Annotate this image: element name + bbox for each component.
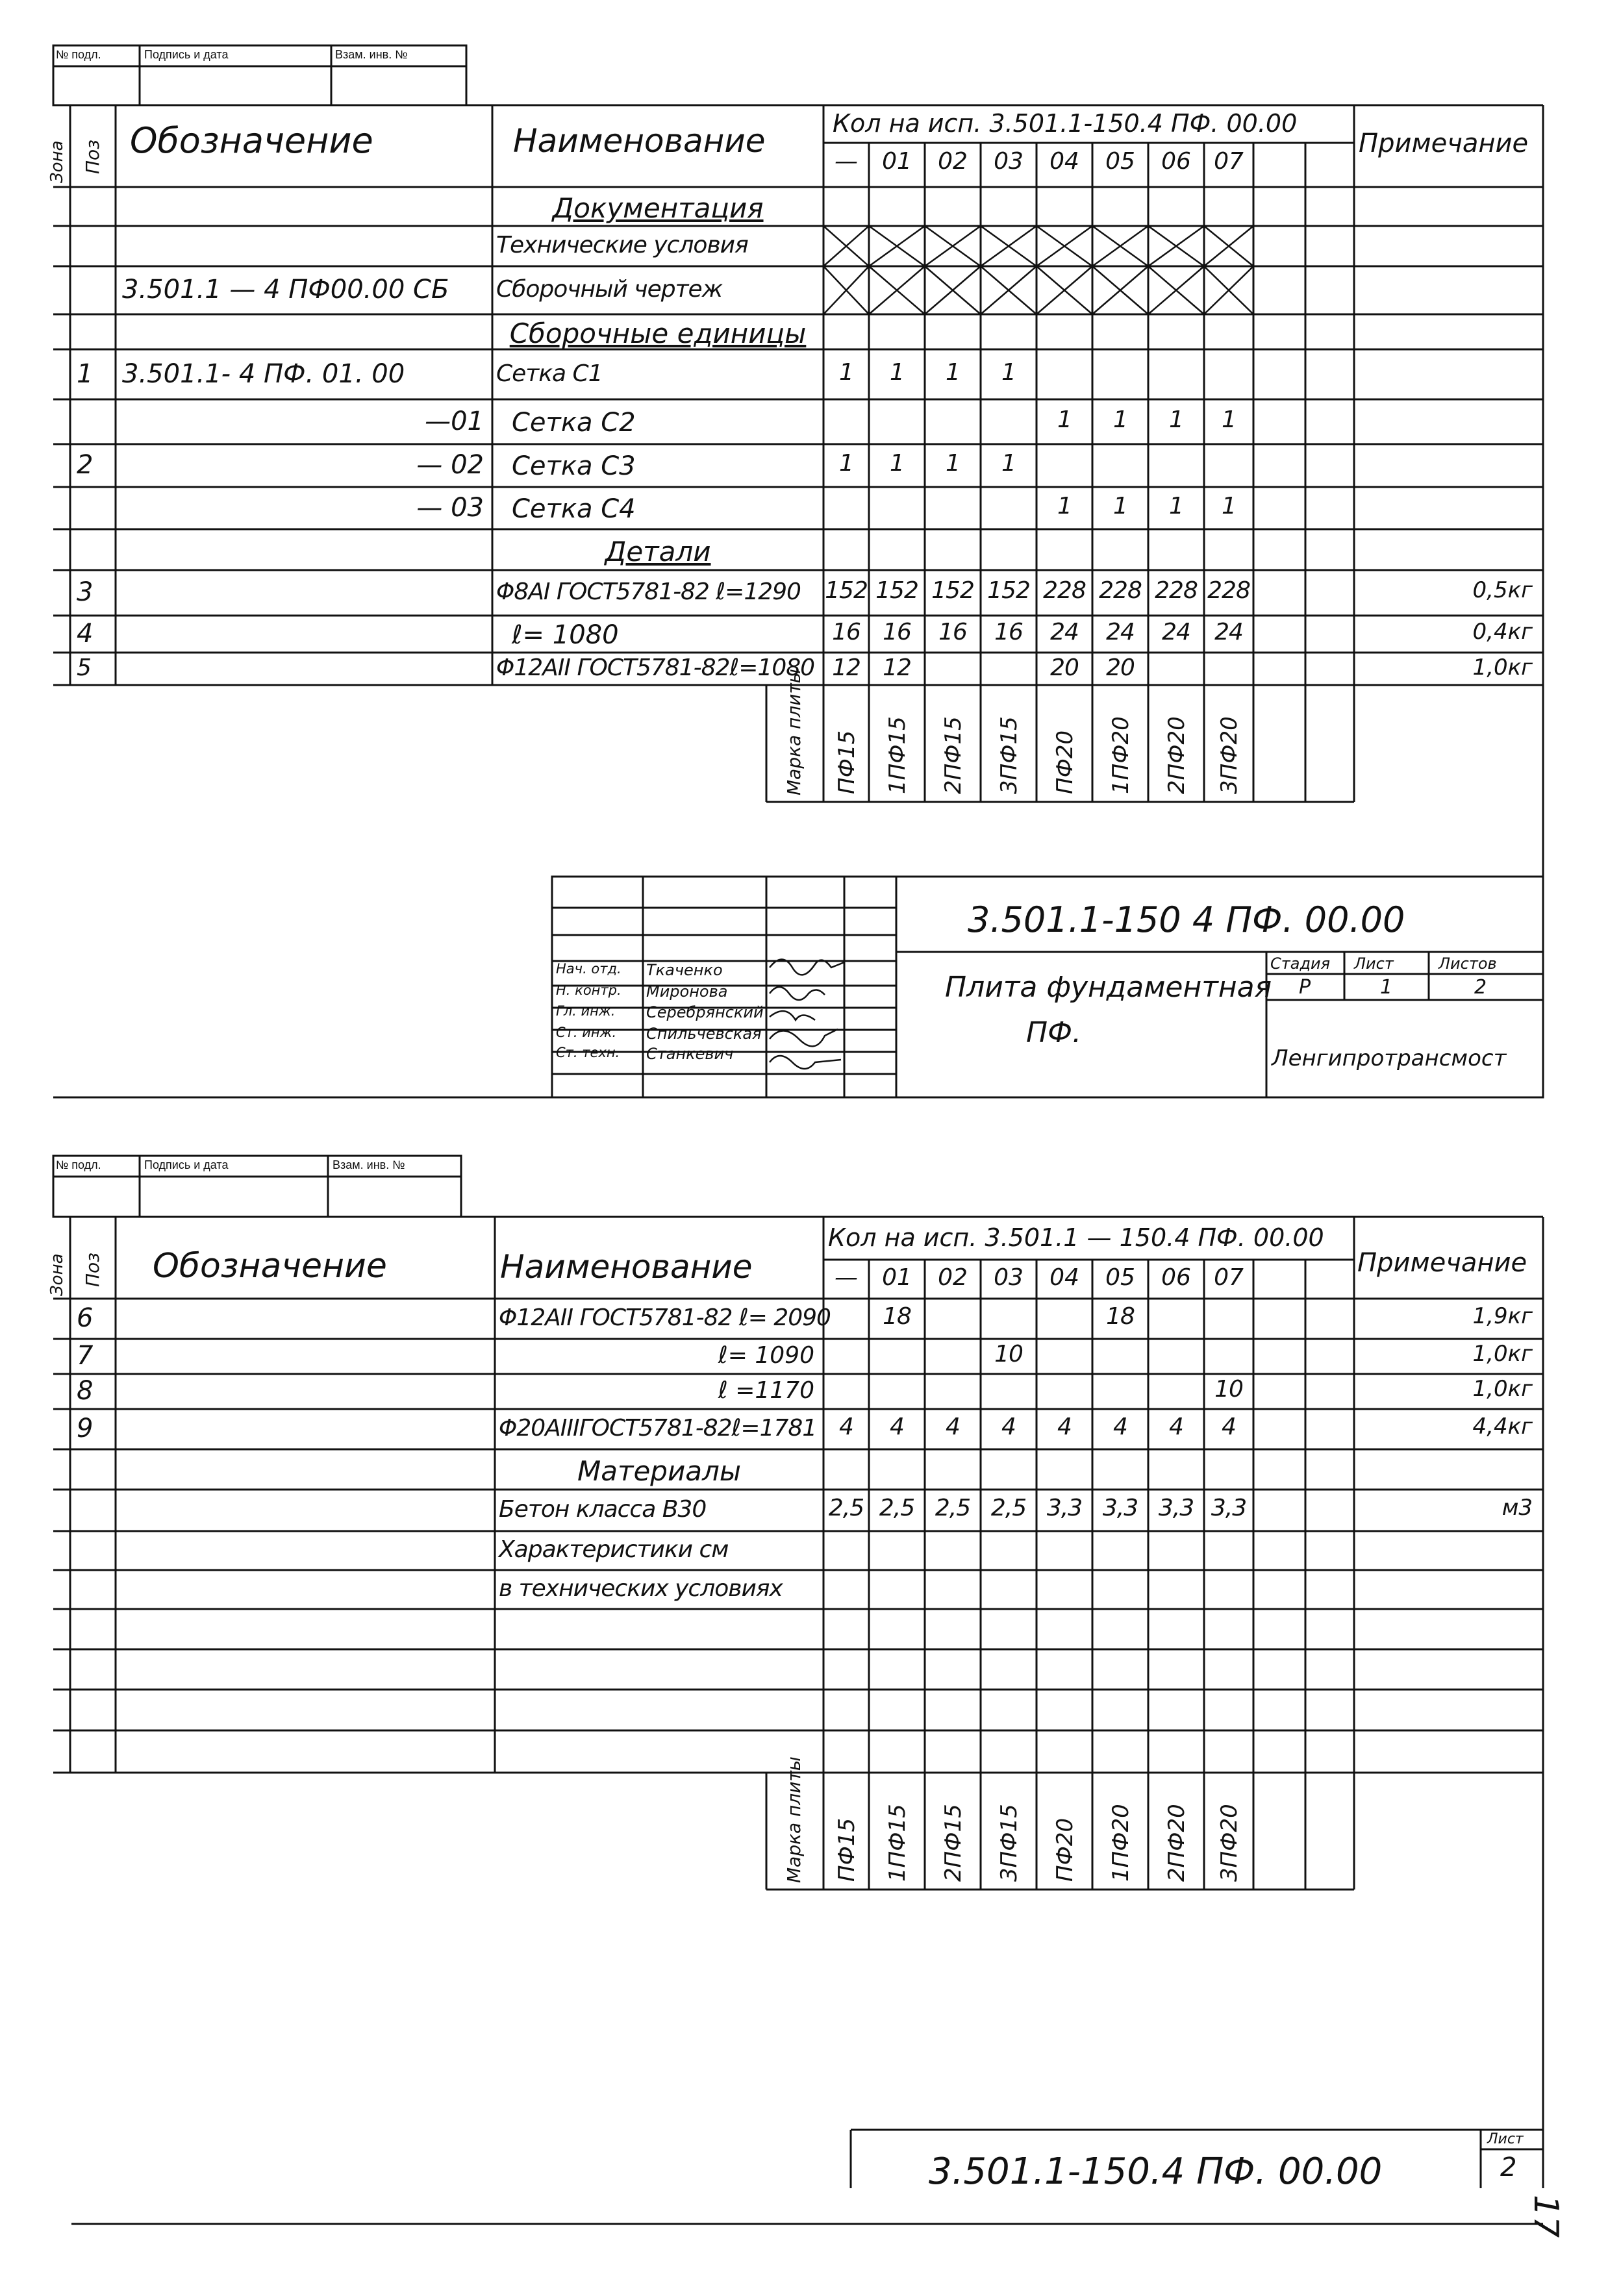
stadia-label: Стадия (1270, 955, 1331, 973)
row-name: Материалы (577, 1455, 741, 1487)
stamp-sign-label: Подпись и дата (144, 48, 229, 61)
signatory-name: Миронова (646, 982, 728, 1001)
signatory-role: Нач. отд. (556, 961, 622, 977)
exec-column-header: 05 (1105, 1264, 1135, 1291)
row-quantity: 1 (839, 358, 853, 386)
stadia-value: Р (1299, 976, 1311, 999)
row-name: ℓ =1170 (718, 1377, 814, 1404)
row-name: Характеристики см (499, 1536, 729, 1563)
row-quantity: 18 (883, 1303, 911, 1330)
row-quantity: 3,3 (1102, 1495, 1138, 1521)
row-quantity: 228 (1207, 577, 1250, 604)
row-quantity: 152 (825, 577, 868, 604)
row-note: 4,4кг (1472, 1414, 1533, 1440)
row-name: Сборочный чертеж (496, 276, 723, 303)
oboz-header: Обозначение (130, 120, 373, 161)
row-quantity: 3,3 (1158, 1495, 1194, 1521)
marka-value: 3ПФ15 (996, 716, 1022, 794)
marka-value: 2ПФ20 (1164, 1804, 1190, 1882)
row-position: 2 (77, 450, 94, 480)
row-quantity: 1 (1057, 492, 1072, 519)
row-designation: — 03 (416, 492, 484, 523)
org-name: Ленгипротрансмост (1272, 1045, 1507, 1071)
row-quantity: 1 (890, 358, 904, 386)
row-quantity: 16 (938, 618, 967, 645)
row-quantity: 1 (1169, 406, 1183, 433)
doc-name-line1: Плита фундаментная (945, 971, 1272, 1004)
zona-header: Зона (47, 140, 67, 183)
row-quantity: 228 (1099, 577, 1142, 604)
row-name: в технических условиях (499, 1575, 783, 1602)
row-quantity: 1 (890, 450, 904, 477)
exec-column-header: 05 (1105, 148, 1135, 175)
signatory-role: Н. контр. (556, 982, 622, 998)
row-quantity: 20 (1050, 655, 1079, 681)
row-quantity: 4 (1169, 1414, 1183, 1440)
row-quantity: 228 (1155, 577, 1198, 604)
naim-header: Наименование (513, 122, 766, 160)
row-quantity: 4 (1222, 1414, 1236, 1440)
row-quantity: 2,5 (990, 1495, 1027, 1521)
marka-value: ПФ20 (1052, 1817, 1078, 1882)
kol-header-2: Кол на исп. 3.501.1 — 150.4 ПФ. 00.00 (828, 1223, 1324, 1252)
stamp-no-label-2: № подл. (56, 1158, 101, 1171)
signatory-name: Станкевич (646, 1045, 734, 1063)
row-quantity: 4 (1001, 1414, 1016, 1440)
row-quantity: 4 (1057, 1414, 1072, 1440)
list-value-1: 1 (1380, 976, 1393, 999)
exec-column-header: 02 (938, 1264, 968, 1291)
list-label-2: Лист (1487, 2131, 1524, 2147)
list-value-2: 2 (1500, 2152, 1517, 2182)
signatory-name: Ткаченко (646, 961, 723, 979)
row-quantity: 4 (946, 1414, 960, 1440)
exec-column-header: — (835, 1264, 858, 1291)
marka-labels-2 (783, 1756, 1242, 1883)
marka-value: 3ПФ20 (1216, 716, 1242, 794)
prim-header-2: Примечание (1357, 1248, 1527, 1278)
list-label-1: Лист (1354, 955, 1394, 973)
prim-header: Примечание (1359, 129, 1529, 158)
row-note: 1,0кг (1472, 1341, 1533, 1367)
exec-column-header: — (835, 148, 858, 175)
exec-column-header: 07 (1214, 1264, 1244, 1291)
row-quantity: 4 (890, 1414, 904, 1440)
doc-name-line2: ПФ. (1026, 1016, 1081, 1049)
row-quantity: 10 (994, 1341, 1023, 1367)
row-quantity: 2,5 (935, 1495, 971, 1521)
row-name: ℓ= 1080 (512, 619, 619, 650)
marka-value: 2ПФ15 (940, 1804, 966, 1882)
row-quantity: 152 (875, 577, 918, 604)
row-designation: —01 (425, 406, 484, 436)
row-note: 0,4кг (1472, 618, 1533, 645)
row-name: Документация (552, 192, 764, 224)
row-quantity: 3,3 (1046, 1495, 1083, 1521)
row-quantity: 16 (883, 618, 911, 645)
marka-value: 1ПФ20 (1108, 716, 1134, 794)
row-quantity: 12 (832, 655, 861, 681)
exec-column-header: 06 (1161, 148, 1191, 175)
zona-header-2: Зона (47, 1253, 67, 1296)
row-quantity: 24 (1106, 618, 1135, 645)
exec-column-header: 04 (1049, 1264, 1079, 1291)
row-quantity: 20 (1106, 655, 1135, 681)
marka-value: 3ПФ15 (996, 1804, 1022, 1882)
signatory-role: Ст. инж. (556, 1025, 617, 1040)
row-position: 9 (77, 1414, 94, 1443)
doc-code-1: 3.501.1-150 4 ПФ. 00.00 (968, 899, 1405, 940)
stamp-sign-label-2: Подпись и дата (144, 1158, 229, 1171)
row-position: 5 (77, 655, 92, 681)
row-quantity: 1 (946, 358, 960, 386)
exec-column-header: 02 (938, 148, 968, 175)
marka-value: 1ПФ20 (1108, 1804, 1134, 1882)
marka-value: ПФ15 (834, 730, 860, 794)
row-name: Φ8АI ГОСТ5781-82 ℓ=1290 (496, 579, 801, 605)
marka-value: ПФ15 (834, 1817, 860, 1882)
page-number: 17 (1526, 2195, 1565, 2238)
row-position: 3 (77, 577, 94, 607)
row-position: 6 (77, 1303, 94, 1333)
row-position: 7 (77, 1341, 94, 1371)
exec-column-header: 01 (882, 1264, 912, 1291)
row-position: 1 (77, 358, 94, 389)
row-quantity: 16 (994, 618, 1023, 645)
row-quantity: 152 (931, 577, 974, 604)
marka-label: Марка плиты (783, 1756, 805, 1883)
row-quantity: 1 (946, 450, 960, 477)
row-designation: 3.501.1 — 4 ПФ00.00 СБ (122, 275, 449, 305)
marka-value: ПФ20 (1052, 730, 1078, 794)
row-quantity: 1 (1057, 406, 1072, 433)
stamp-no-label: № подл. (56, 48, 101, 61)
signatory-role: Гл. инж. (556, 1003, 616, 1019)
row-designation: 3.501.1- 4 ПФ. 01. 00 (122, 358, 405, 389)
marka-value: 2ПФ20 (1164, 716, 1190, 794)
row-name: Технические условия (496, 232, 748, 258)
exec-column-header: 07 (1214, 148, 1244, 175)
row-quantity: 3,3 (1211, 1495, 1247, 1521)
row-quantity: 4 (1113, 1414, 1127, 1440)
row-note: м3 (1501, 1495, 1533, 1521)
row-quantity: 2,5 (828, 1495, 864, 1521)
row-name: Сетка С1 (496, 360, 603, 387)
row-quantity: 1 (1222, 492, 1236, 519)
marka-value: 1ПФ15 (885, 716, 911, 794)
marka-value: 3ПФ20 (1216, 1804, 1242, 1882)
signatory-name: Спильчевская (646, 1025, 762, 1043)
row-note: 1,0кг (1472, 655, 1533, 680)
row-name: Сборочные единицы (509, 318, 807, 349)
row-note: 1,0кг (1472, 1376, 1533, 1402)
row-quantity: 12 (883, 655, 911, 681)
poz-header-2: Поз (82, 1252, 103, 1287)
marka-label: Марка плиты (783, 669, 805, 795)
marka-value: 1ПФ15 (885, 1804, 911, 1882)
row-quantity: 4 (839, 1414, 853, 1440)
row-name: Φ20АIIIГОСТ5781-82ℓ=1781 (499, 1415, 817, 1441)
row-name: ℓ= 1090 (718, 1342, 814, 1369)
poz-header: Поз (82, 139, 103, 174)
stamp-vzam-label-2: Взам. инв. № (333, 1158, 405, 1171)
exec-column-header: 03 (994, 1264, 1024, 1291)
row-quantity: 2,5 (879, 1495, 915, 1521)
stamp-vzam-label: Взам. инв. № (335, 48, 408, 61)
row-name: Бетон класса В30 (499, 1496, 707, 1523)
row-name: Φ12АII ГОСТ5781-82ℓ=1080 (496, 655, 815, 681)
exec-column-header: 06 (1161, 1264, 1191, 1291)
row-quantity: 24 (1162, 618, 1190, 645)
row-quantity: 1 (1169, 492, 1183, 519)
oboz-header-2: Обозначение (153, 1247, 387, 1286)
row-quantity: 24 (1214, 618, 1243, 645)
row-quantity: 16 (832, 618, 861, 645)
exec-column-header: 03 (994, 148, 1024, 175)
exec-column-header: 04 (1049, 148, 1079, 175)
row-quantity: 24 (1050, 618, 1079, 645)
row-name: Сетка С3 (512, 451, 636, 481)
listov-label: Листов (1438, 955, 1497, 973)
marka-value: 2ПФ15 (940, 716, 966, 794)
row-quantity: 1 (839, 450, 853, 477)
exec-column-header: 01 (882, 148, 912, 175)
row-quantity: 228 (1043, 577, 1086, 604)
marka-labels-1 (783, 669, 1242, 795)
row-name: Сетка С2 (512, 407, 636, 438)
row-name: Сетка С4 (512, 493, 636, 524)
row-quantity: 1 (1113, 492, 1127, 519)
row-quantity: 1 (1113, 406, 1127, 433)
row-quantity: 152 (987, 577, 1030, 604)
row-note: 0,5кг (1472, 577, 1533, 603)
row-quantity: 1 (1001, 450, 1016, 477)
row-position: 8 (77, 1376, 94, 1406)
row-name: Детали (605, 535, 711, 568)
row-note: 1,9кг (1472, 1303, 1533, 1329)
listov-value: 2 (1474, 976, 1487, 999)
signatory-role: Ст. техн. (556, 1045, 620, 1060)
row-quantity: 10 (1214, 1376, 1243, 1403)
row-name: Φ12АII ГОСТ5781-82 ℓ= 2090 (499, 1304, 831, 1331)
row-designation: — 02 (416, 450, 484, 480)
row-quantity: 18 (1106, 1303, 1135, 1330)
naim-header-2: Наименование (500, 1248, 753, 1286)
row-quantity: 1 (1001, 358, 1016, 386)
kol-header: Кол на исп. 3.501.1-150.4 ПФ. 00.00 (833, 109, 1298, 138)
row-position: 4 (77, 618, 94, 649)
signatory-name: Серебрянский (646, 1003, 764, 1021)
row-quantity: 1 (1222, 406, 1236, 433)
doc-code-2: 3.501.1-150.4 ПФ. 00.00 (929, 2151, 1383, 2193)
